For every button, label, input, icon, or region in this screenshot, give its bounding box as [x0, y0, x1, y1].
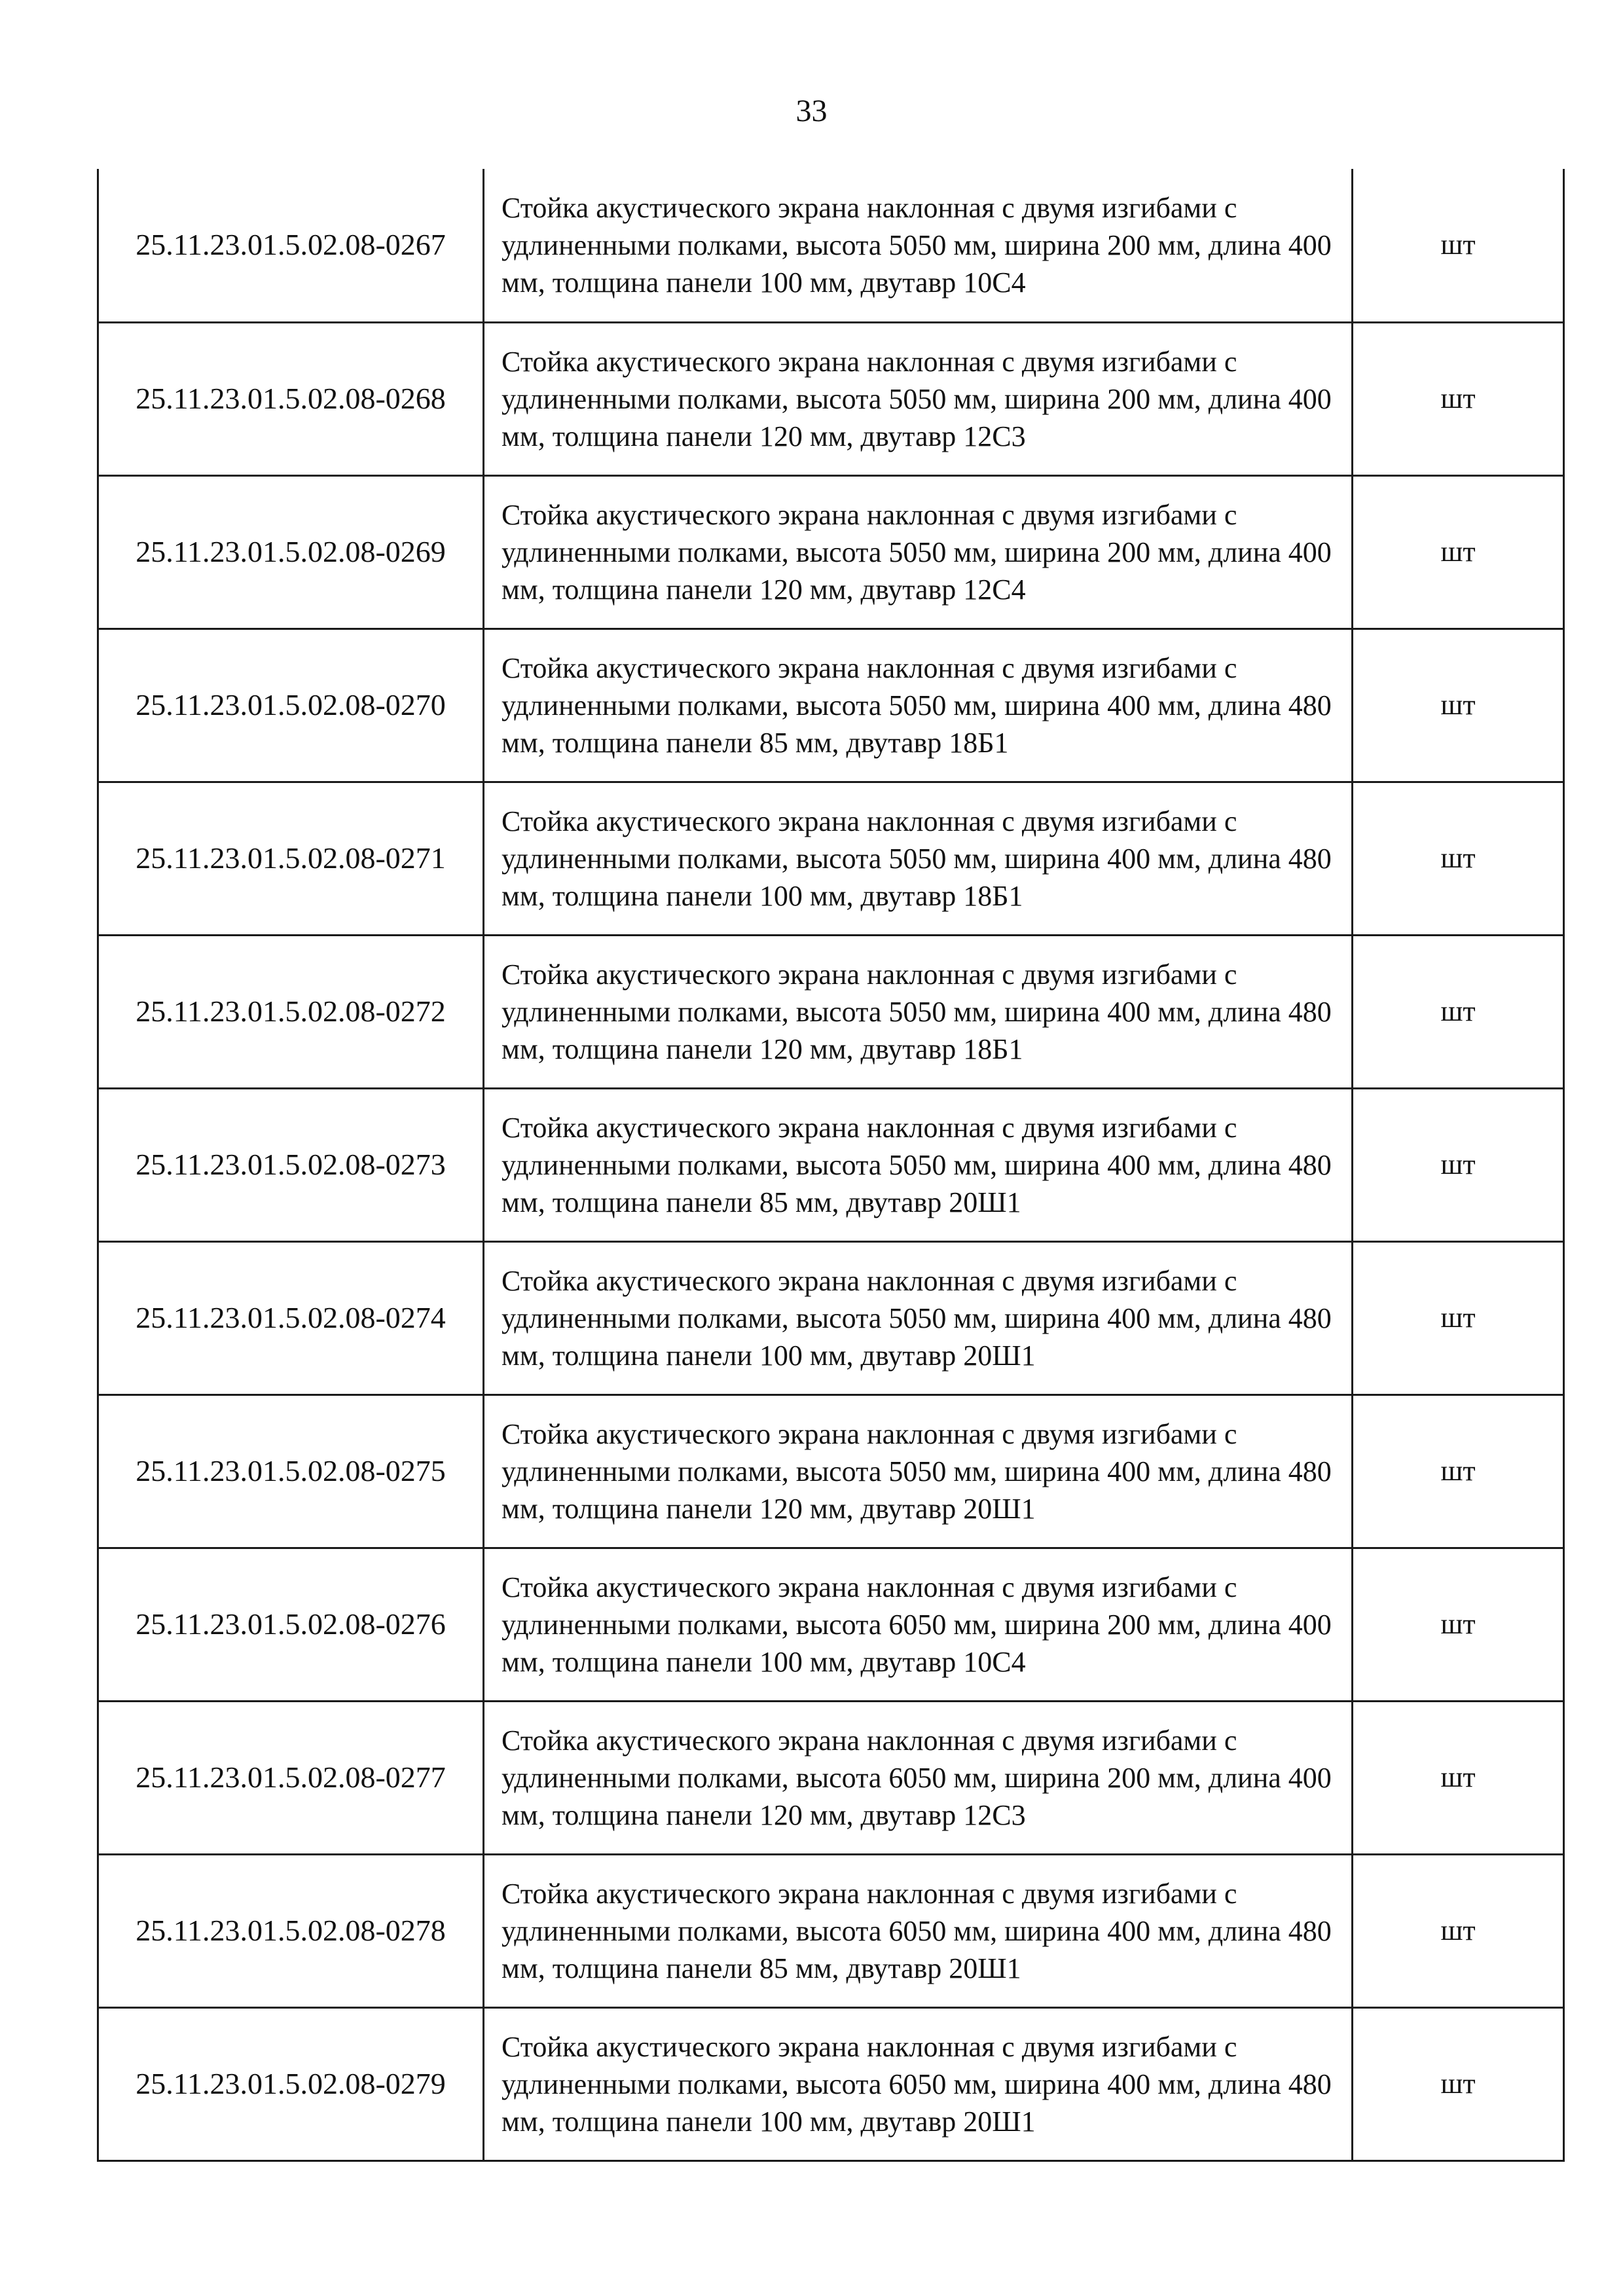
table-row	[98, 169, 1564, 322]
resource-code-cell: 25.11.23.01.5.02.08-0276	[98, 1548, 484, 1701]
description-cell: Стойка акустического экрана наклонная с двумя изгибами с удлиненными полками, высота 5050 мм, ширина 200 мм, длина 400 мм, толщина панели 120 мм, двутавр 12С4	[484, 475, 1353, 629]
unit-cell: шт	[1353, 1241, 1564, 1394]
description-cell: Стойка акустического экрана наклонная с двумя изгибами с удлиненными полками, высота 5050 мм, ширина 400 мм, длина 480 мм, толщина панели 85 мм, двутавр 18Б1	[484, 629, 1353, 782]
description-cell: Стойка акустического экрана наклонная с двумя изгибами с удлиненными полками, высота 5050 мм, ширина 400 мм, длина 480 мм, толщина панели 120 мм, двутавр 18Б1	[484, 935, 1353, 1088]
resource-code-cell: 25.11.23.01.5.02.08-0267	[98, 169, 484, 322]
resource-code-cell: 25.11.23.01.5.02.08-0274	[98, 1241, 484, 1394]
table-row	[98, 1394, 1564, 1548]
unit-cell: шт	[1353, 2007, 1564, 2160]
unit-cell: шт	[1353, 782, 1564, 935]
description-cell: Стойка акустического экрана наклонная с двумя изгибами с удлиненными полками, высота 5050 мм, ширина 400 мм, длина 480 мм, толщина панели 120 мм, двутавр 20Ш1	[484, 1394, 1353, 1548]
table-row	[98, 1548, 1564, 1701]
table-row	[98, 1854, 1564, 2007]
table-row	[98, 629, 1564, 782]
table-row	[98, 782, 1564, 935]
table-body	[98, 169, 1564, 2160]
resource-code-cell: 25.11.23.01.5.02.08-0269	[98, 475, 484, 629]
unit-cell: шт	[1353, 935, 1564, 1088]
description-cell: Стойка акустического экрана наклонная с двумя изгибами с удлиненными полками, высота 6050 мм, ширина 400 мм, длина 480 мм, толщина панели 85 мм, двутавр 20Ш1	[484, 1854, 1353, 2007]
resource-code-cell: 25.11.23.01.5.02.08-0272	[98, 935, 484, 1088]
resource-code-cell: 25.11.23.01.5.02.08-0275	[98, 1394, 484, 1548]
description-cell: Стойка акустического экрана наклонная с двумя изгибами с удлиненными полками, высота 5050 мм, ширина 400 мм, длина 480 мм, толщина панели 100 мм, двутавр 20Ш1	[484, 1241, 1353, 1394]
page-number: 33	[795, 94, 828, 128]
description-cell: Стойка акустического экрана наклонная с двумя изгибами с удлиненными полками, высота 6050 мм, ширина 200 мм, длина 400 мм, толщина панели 120 мм, двутавр 12С3	[484, 1701, 1353, 1854]
description-cell: Стойка акустического экрана наклонная с двумя изгибами с удлиненными полками, высота 6050 мм, ширина 400 мм, длина 480 мм, толщина панели 100 мм, двутавр 20Ш1	[484, 2007, 1353, 2160]
resource-code-cell: 25.11.23.01.5.02.08-0268	[98, 322, 484, 475]
resource-code-cell: 25.11.23.01.5.02.08-0273	[98, 1088, 484, 1241]
resource-catalog-table	[97, 169, 1565, 2162]
table-row	[98, 1241, 1564, 1394]
table-row	[98, 935, 1564, 1088]
resource-code-cell: 25.11.23.01.5.02.08-0270	[98, 629, 484, 782]
description-cell: Стойка акустического экрана наклонная с двумя изгибами с удлиненными полками, высота 6050 мм, ширина 200 мм, длина 400 мм, толщина панели 100 мм, двутавр 10С4	[484, 1548, 1353, 1701]
description-cell: Стойка акустического экрана наклонная с двумя изгибами с удлиненными полками, высота 5050 мм, ширина 200 мм, длина 400 мм, толщина панели 100 мм, двутавр 10С4	[484, 169, 1353, 322]
unit-cell: шт	[1353, 1088, 1564, 1241]
description-cell: Стойка акустического экрана наклонная с двумя изгибами с удлиненными полками, высота 5050 мм, ширина 400 мм, длина 480 мм, толщина панели 100 мм, двутавр 18Б1	[484, 782, 1353, 935]
unit-cell: шт	[1353, 629, 1564, 782]
table-row	[98, 1088, 1564, 1241]
table-row	[98, 475, 1564, 629]
description-cell: Стойка акустического экрана наклонная с двумя изгибами с удлиненными полками, высота 5050 мм, ширина 200 мм, длина 400 мм, толщина панели 120 мм, двутавр 12С3	[484, 322, 1353, 475]
unit-cell: шт	[1353, 1394, 1564, 1548]
description-cell: Стойка акустического экрана наклонная с двумя изгибами с удлиненными полками, высота 5050 мм, ширина 400 мм, длина 480 мм, толщина панели 85 мм, двутавр 20Ш1	[484, 1088, 1353, 1241]
resource-code-cell: 25.11.23.01.5.02.08-0277	[98, 1701, 484, 1854]
unit-cell: шт	[1353, 1854, 1564, 2007]
unit-cell: шт	[1353, 322, 1564, 475]
resource-code-cell: 25.11.23.01.5.02.08-0279	[98, 2007, 484, 2160]
unit-cell: шт	[1353, 169, 1564, 322]
unit-cell: шт	[1353, 1701, 1564, 1854]
table-row	[98, 322, 1564, 475]
table-row	[98, 1701, 1564, 1854]
unit-cell: шт	[1353, 475, 1564, 629]
unit-cell: шт	[1353, 1548, 1564, 1701]
table-row	[98, 2007, 1564, 2160]
resource-code-cell: 25.11.23.01.5.02.08-0271	[98, 782, 484, 935]
resource-code-cell: 25.11.23.01.5.02.08-0278	[98, 1854, 484, 2007]
